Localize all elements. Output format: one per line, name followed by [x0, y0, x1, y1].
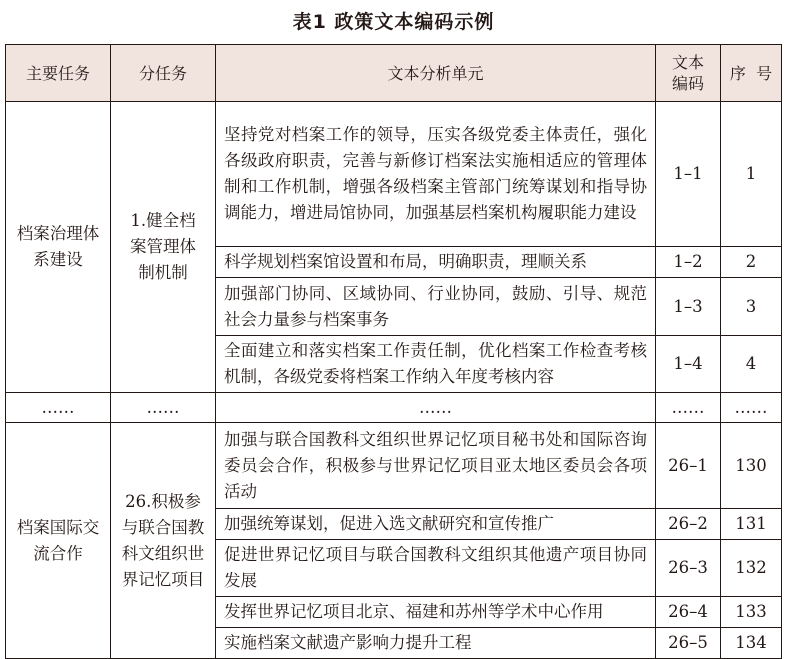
seq-cell: 133 — [721, 597, 782, 628]
policy-coding-table — [5, 44, 782, 659]
sub-task-cell: 1.健全档案管理体制机制 — [111, 102, 216, 393]
ellipsis-cell: …… — [111, 393, 216, 423]
code-cell: 26–4 — [656, 597, 721, 628]
unit-cell: 全面建立和落实档案工作责任制，优化档案工作检查考核机制，各级党委将档案工作纳入年度考核内容 — [216, 336, 656, 393]
unit-cell: 加强部门协同、区域协同、行业协同，鼓励、引导、规范社会力量参与档案事务 — [216, 278, 656, 336]
table-title: 表1 政策文本编码示例 — [292, 11, 495, 33]
ellipsis-cell: …… — [216, 393, 656, 423]
code-cell: 26–5 — [656, 628, 721, 659]
seq-cell: 1 — [721, 102, 782, 247]
unit-cell: 坚持党对档案工作的领导，压实各级党委主体责任，强化各级政府职责，完善与新修订档案法实施相适应的管理体制和工作机制，增强各级档案主管部门统筹谋划和指导协调能力，增进局馆协同，加强基层档案机构履职能力建设 — [216, 102, 656, 247]
seq-cell: 4 — [721, 336, 782, 393]
unit-cell: 发挥世界记忆项目北京、福建和苏州等学术中心作用 — [216, 597, 656, 628]
header-sub-task: 分任务 — [111, 45, 216, 102]
table-row — [6, 423, 782, 509]
ellipsis-cell: …… — [656, 393, 721, 423]
unit-cell: 加强与联合国教科文组织世界记忆项目秘书处和国际咨询委员会合作，积极参与世界记忆项目亚太地区委员会各项活动 — [216, 423, 656, 509]
unit-cell: 科学规划档案馆设置和布局，明确职责，理顺关系 — [216, 247, 656, 278]
ellipsis-row — [6, 393, 782, 423]
header-row — [6, 45, 782, 102]
main-task-cell: 档案国际交流合作 — [6, 423, 111, 659]
table-row — [6, 102, 782, 247]
sub-task-cell: 26.积极参与联合国教科文组织世界记忆项目 — [111, 423, 216, 659]
header-unit: 文本分析单元 — [216, 45, 656, 102]
code-cell: 26–2 — [656, 509, 721, 540]
unit-cell: 促进世界记忆项目与联合国教科文组织其他遗产项目协同发展 — [216, 540, 656, 597]
code-cell: 1–1 — [656, 102, 721, 247]
seq-cell: 134 — [721, 628, 782, 659]
header-code: 文本编码 — [656, 45, 721, 102]
seq-cell: 130 — [721, 423, 782, 509]
seq-cell: 3 — [721, 278, 782, 336]
code-cell: 1–3 — [656, 278, 721, 336]
code-cell: 1–2 — [656, 247, 721, 278]
header-seq: 序 号 — [721, 45, 782, 102]
ellipsis-cell: …… — [721, 393, 782, 423]
code-cell: 26–1 — [656, 423, 721, 509]
header-main-task: 主要任务 — [6, 45, 111, 102]
ellipsis-cell: …… — [6, 393, 111, 423]
seq-cell: 2 — [721, 247, 782, 278]
seq-cell: 132 — [721, 540, 782, 597]
code-cell: 26–3 — [656, 540, 721, 597]
unit-cell: 加强统筹谋划，促进入选文献研究和宣传推广 — [216, 509, 656, 540]
code-cell: 1–4 — [656, 336, 721, 393]
unit-cell: 实施档案文献遗产影响力提升工程 — [216, 628, 656, 659]
seq-cell: 131 — [721, 509, 782, 540]
main-task-cell: 档案治理体系建设 — [6, 102, 111, 393]
